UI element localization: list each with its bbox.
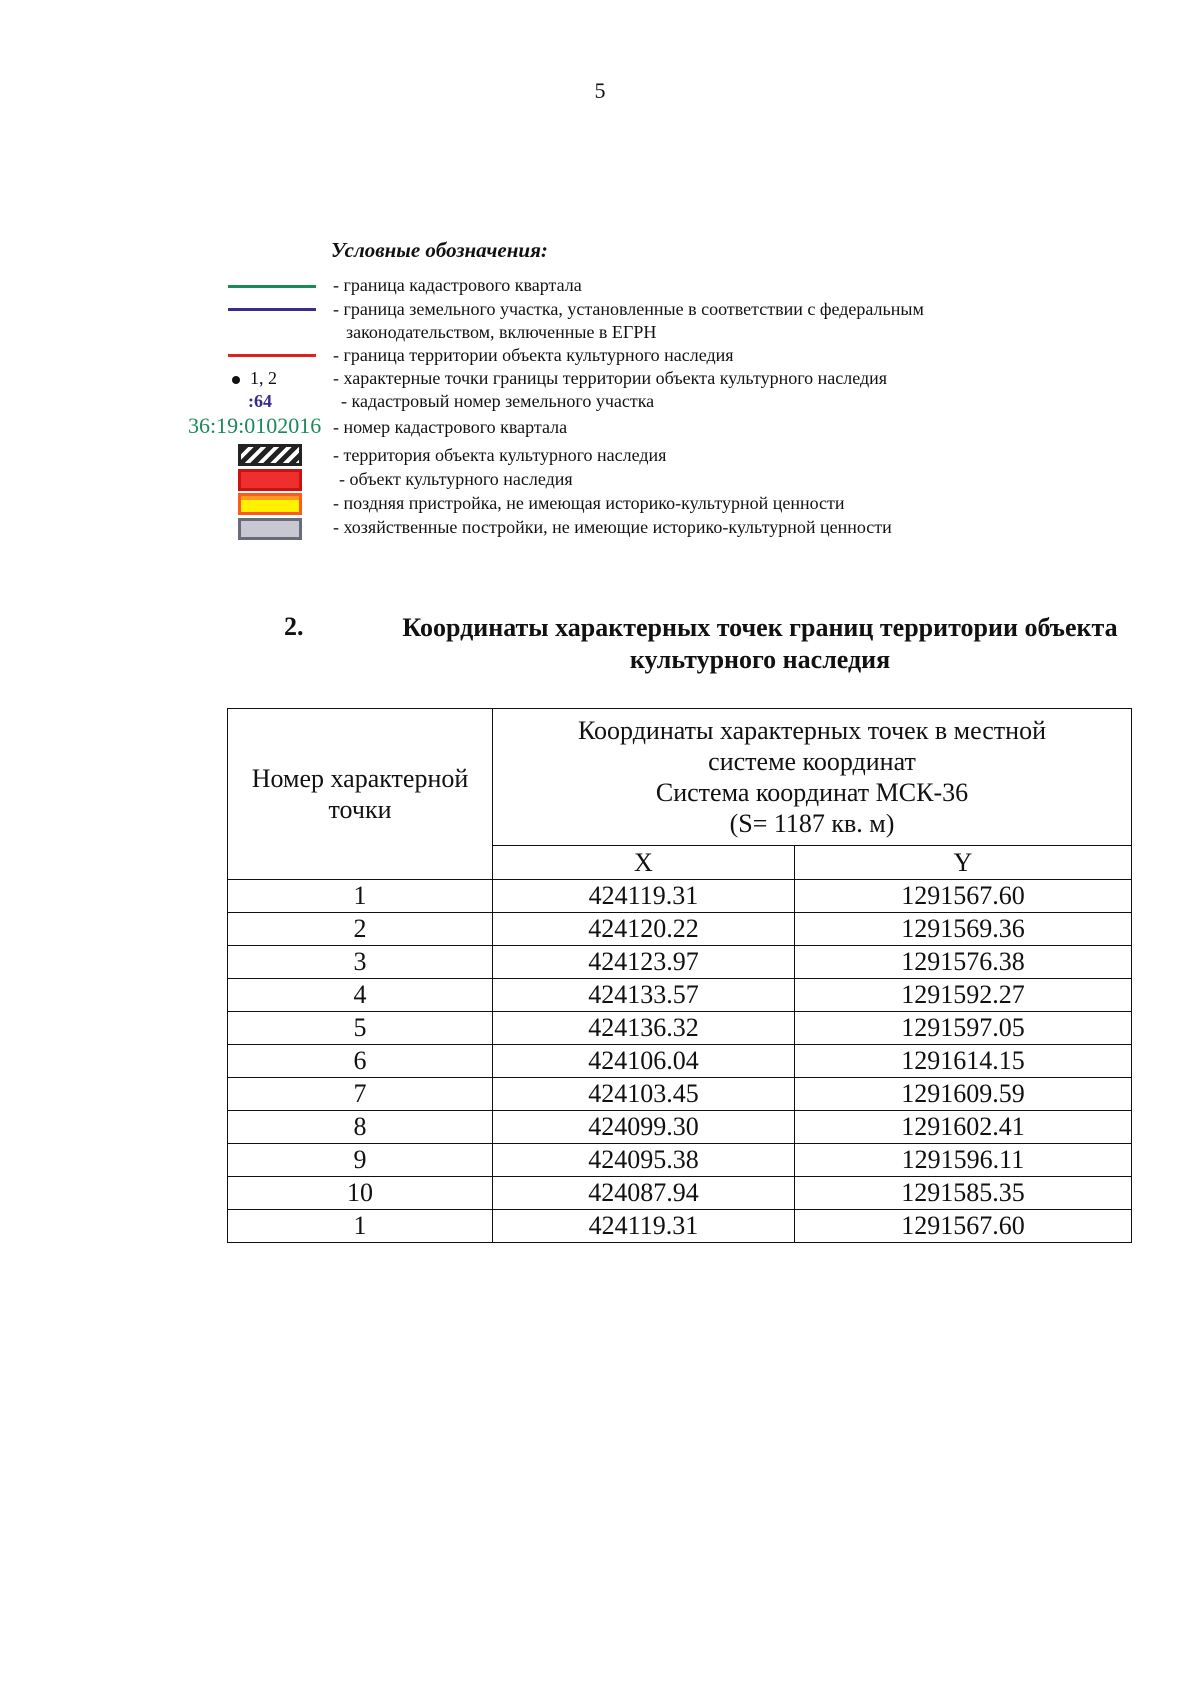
legend-item-quarter-number [0,413,1200,442]
green-line-icon [228,285,316,288]
x-cell: 424103.45 [493,1078,795,1111]
y-cell: 1291592.27 [794,979,1131,1012]
y-cell: 1291596.11 [794,1144,1131,1177]
legend-text: - территория объекта культурного наследия [333,445,667,465]
y-header: Y [794,846,1131,880]
y-cell: 1291614.15 [794,1045,1131,1078]
x-cell: 424095.38 [493,1144,795,1177]
legend-text: - номер кадастрового квартала [333,417,568,437]
point-cell: 4 [228,979,493,1012]
point-number-header-line1: Номер характерной [251,764,469,793]
section-title-line2: культурного наследия [629,645,891,674]
grey-swatch-icon [238,518,302,540]
point-cell: 3 [228,946,493,979]
legend-text: - граница территории объекта культурного наследия [333,345,734,365]
y-cell: 1291569.36 [794,913,1131,946]
x-cell: 424123.97 [493,946,795,979]
legend-item-late-extension [0,494,1200,518]
table-row [228,1045,1132,1078]
coordinates-header-line2: системе координат [708,747,916,776]
table-row [228,1210,1132,1243]
point-cell: 1 [228,880,493,913]
coordinates-header-line4: (S= 1187 кв. м) [729,809,895,838]
purple-line-icon [228,308,316,311]
table-row [228,880,1132,913]
y-cell: 1291585.35 [794,1177,1131,1210]
legend-item-heritage-territory [0,446,1200,470]
table-row [228,1111,1132,1144]
section-title-line1: Координаты характерных точек границ территории объекта [402,613,1118,642]
x-cell: 424120.22 [493,913,795,946]
legend-text: - граница кадастрового квартала [333,275,582,295]
point-cell: 7 [228,1078,493,1111]
table-row [228,1078,1132,1111]
table-row [228,1177,1132,1210]
point-cell: 8 [228,1111,493,1144]
red-line-icon [228,354,316,357]
table-row [228,1012,1132,1045]
x-cell: 424099.30 [493,1111,795,1144]
y-cell: 1291602.41 [794,1111,1131,1144]
coordinates-header [493,709,1132,846]
x-cell: 424106.04 [493,1045,795,1078]
point-cell: 10 [228,1177,493,1210]
y-cell: 1291597.05 [794,1012,1131,1045]
coordinates-table [227,708,1132,1243]
parcel-number-label: :64 [248,391,272,411]
red-swatch-icon [238,469,302,491]
legend-text: - хозяйственные постройки, не имеющие историко-культурной ценности [333,517,892,537]
x-cell: 424136.32 [493,1012,795,1045]
point-cell: 9 [228,1144,493,1177]
legend-text: - объект культурного наследия [339,469,573,489]
quarter-number-label: 36:19:0102016 [188,413,322,438]
point-icon [232,376,240,384]
table-row [228,979,1132,1012]
page-number: 5 [594,78,606,103]
legend-item-outbuildings [0,518,1200,542]
point-number-header [228,709,493,880]
legend-item-land-plot-boundary [0,299,1200,342]
x-cell: 424133.57 [493,979,795,1012]
legend-text: - граница земельного участка, установленные в соответствии с федеральным [333,299,924,319]
coordinates-header-line3: Система координат МСК-36 [655,778,969,807]
x-cell: 424119.31 [493,880,795,913]
point-number-header-line2: точки [328,795,392,824]
table-row [228,913,1132,946]
y-cell: 1291567.60 [794,880,1131,913]
point-cell: 6 [228,1045,493,1078]
y-cell: 1291567.60 [794,1210,1131,1243]
x-header: X [493,846,795,880]
point-label-text: 1, 2 [250,368,277,388]
legend-text-continued: законодательством, включенные в ЕГРН [346,322,657,342]
section-number: 2. [284,612,304,641]
point-cell: 1 [228,1210,493,1243]
legend-item-parcel-number [0,391,1200,418]
legend-text: - кадастровый номер земельного участка [341,391,655,411]
point-cell: 5 [228,1012,493,1045]
legend-text: - поздняя пристройка, не имеющая историко-культурной ценности [333,493,845,513]
y-cell: 1291576.38 [794,946,1131,979]
hatch-swatch-icon [238,444,302,466]
x-cell: 424119.31 [493,1210,795,1243]
legend-text: - характерные точки границы территории объекта культурного наследия [333,368,888,388]
x-cell: 424087.94 [493,1177,795,1210]
table-row [228,1144,1132,1177]
yellow-swatch-icon [238,493,302,515]
point-cell: 2 [228,913,493,946]
point-label [232,368,277,389]
section-title [355,612,1165,676]
legend-title: Условные обозначения: [331,238,548,262]
table-row [228,946,1132,979]
legend-item-heritage-object [0,470,1200,494]
y-cell: 1291609.59 [794,1078,1131,1111]
coordinates-header-line1: Координаты характерных точек в местной [577,716,1046,745]
